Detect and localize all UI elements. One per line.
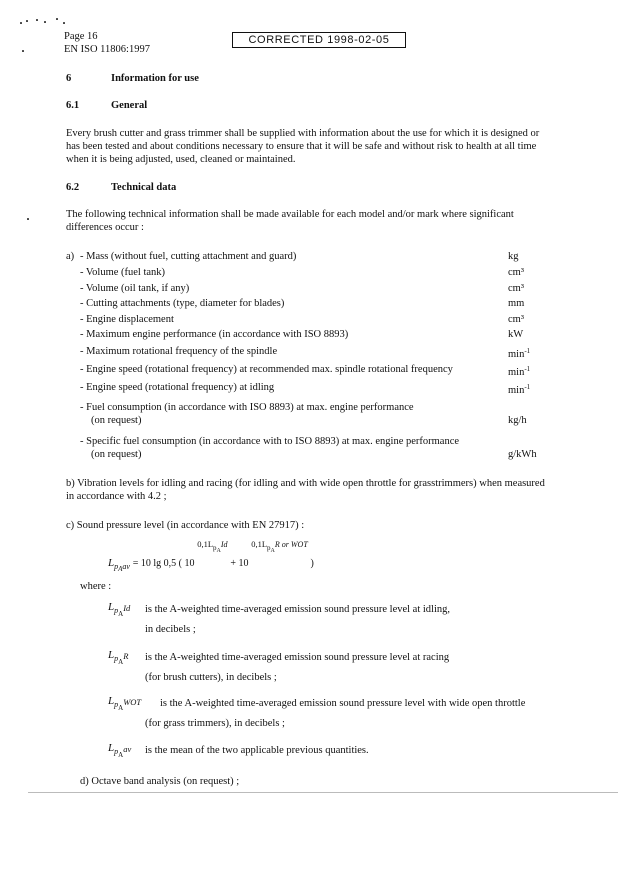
formula-close: ) [310, 558, 314, 569]
formula-mid: = 10 lg 0,5 ( 10 [132, 558, 195, 569]
list-a-item-unit [508, 363, 530, 379]
scan-speck [63, 22, 65, 24]
definition-symbol [108, 649, 129, 666]
formula-exp1-tail: Id [220, 540, 228, 549]
unit-text: kg [508, 251, 519, 262]
formula-lhs-symbol: L [108, 557, 115, 569]
unit-text: cm³ [508, 314, 524, 325]
unit-text: kW [508, 329, 524, 340]
list-a-item-unit [508, 381, 530, 397]
formula-exp2: 0,1L [251, 539, 268, 549]
symbol-tail: WOT [123, 697, 142, 707]
symbol-sub: p [114, 700, 119, 709]
formula-exp1-subsub: A [216, 548, 221, 554]
list-a-item-subtext: (on request) [91, 449, 142, 460]
unit-text: min [508, 385, 525, 396]
definition-line1: is the A-weighted time-averaged emission sound pressure level with wide open throttle [160, 698, 526, 709]
where-label: where : [80, 581, 112, 592]
formula-lhs-sub: p [114, 562, 119, 571]
section-61-number: 6.1 [66, 100, 80, 111]
list-a-item-text: - Fuel consumption (in accordance with ISO 8893) at max. engine performance [80, 402, 414, 413]
general-text-line3: when it is being adjusted, used, cleaned or maintained. [66, 154, 296, 165]
symbol-subsub: A [118, 751, 124, 759]
unit-text: cm³ [508, 267, 524, 278]
formula-exp2-subsub: A [270, 548, 275, 554]
symbol-letter: L [108, 649, 115, 661]
technical-text-line2: differences occur : [66, 222, 144, 233]
definition-symbol [108, 601, 131, 618]
symbol-sub: p [114, 654, 119, 663]
list-a-item-unit [508, 313, 524, 326]
list-a-item-subtext: (on request) [91, 415, 142, 426]
list-a-item-unit [508, 448, 537, 461]
section-61-title: General [111, 100, 148, 111]
symbol-sub: p [114, 606, 119, 615]
formula-exp2-sub: p [267, 544, 271, 552]
section-62-title: Technical data [111, 182, 177, 193]
list-a-item-text: - Cutting attachments (type, diameter for blades) [80, 298, 285, 309]
list-a-item-text: - Maximum engine performance (in accordance with ISO 8893) [80, 329, 349, 340]
list-a-item-text: - Volume (fuel tank) [80, 267, 166, 278]
list-a-item-unit [508, 345, 530, 361]
scan-edge-line [28, 792, 618, 793]
list-a-item-text: - Specific fuel consumption (in accordance with to ISO 8893) at max. engine performance [80, 436, 460, 447]
unit-text: cm³ [508, 283, 524, 294]
unit-text: min [508, 367, 525, 378]
item-b-line1: b) Vibration levels for idling and racing (for idling and with wide open throttle for grasstrimmers) when measured [66, 478, 545, 489]
sound-pressure-formula [108, 539, 314, 573]
list-a-item-text: - Volume (oil tank, if any) [80, 283, 190, 294]
definition-symbol [108, 742, 132, 759]
scan-speck [44, 21, 46, 23]
formula-exp1: 0,1L [197, 539, 214, 549]
symbol-subsub: A [118, 704, 124, 712]
formula-lhs-tail: av [122, 562, 130, 571]
list-a-item-unit [508, 282, 524, 295]
general-text-line2: has been tested and about conditions necessary to ensure that it will be safe and without risk to health at all time [66, 141, 537, 152]
standard-reference: EN ISO 11806:1997 [64, 44, 150, 55]
technical-text-line1: The following technical information shall be made available for each model and/or mark where significant [66, 209, 514, 220]
definition-line2: (for brush cutters), in decibels ; [145, 672, 277, 683]
definition-line2: in decibels ; [145, 624, 196, 635]
page-number: Page 16 [64, 31, 98, 42]
list-a-item-unit [508, 414, 527, 427]
unit-superscript: -1 [524, 347, 531, 355]
definition-symbol [108, 695, 142, 712]
section-62-number: 6.2 [66, 182, 80, 193]
scan-speck [26, 20, 28, 22]
symbol-subsub: A [118, 658, 124, 666]
list-a-marker: a) [66, 251, 75, 262]
formula-lhs-subsub: A [118, 565, 123, 573]
symbol-letter: L [108, 742, 115, 754]
scan-speck [22, 50, 24, 52]
symbol-tail: Id [123, 603, 131, 613]
symbol-tail: R [123, 651, 129, 661]
item-d-text: d) Octave band analysis (on request) ; [80, 776, 240, 787]
scan-speck [27, 218, 29, 220]
list-a-item-text: - Maximum rotational frequency of the spindle [80, 346, 278, 357]
formula-exp1-sub: p [213, 544, 217, 552]
section-6-title: Information for use [111, 73, 199, 84]
unit-superscript: -1 [524, 365, 531, 373]
list-a-item-unit [508, 297, 524, 310]
symbol-letter: L [108, 695, 115, 707]
scan-speck [56, 18, 58, 20]
scan-speck [36, 19, 38, 21]
list-a-item-text: - Engine speed (rotational frequency) at idling [80, 382, 275, 393]
definition-line1: is the A-weighted time-averaged emission sound pressure level at racing [145, 652, 450, 663]
list-a-item-unit [508, 266, 524, 279]
definition-line2: (for grass trimmers), in decibels ; [145, 718, 285, 729]
formula-plus: + 10 [230, 558, 249, 569]
item-b-line2: in accordance with 4.2 ; [66, 491, 167, 502]
symbol-tail: av [123, 744, 132, 754]
corrected-stamp: CORRECTED 1998-02-05 [232, 32, 406, 48]
unit-text: min [508, 349, 525, 360]
list-a-item-text: - Mass (without fuel, cutting attachment and guard) [80, 251, 297, 262]
item-c-title: c) Sound pressure level (in accordance with EN 27917) : [66, 520, 305, 531]
symbol-subsub: A [118, 610, 124, 618]
list-a-item-unit [508, 328, 523, 341]
unit-text: g/kWh [508, 449, 537, 460]
section-6-number: 6 [66, 73, 72, 84]
list-a-item-text: - Engine speed (rotational frequency) at recommended max. spindle rotational frequency [80, 364, 453, 375]
unit-text: mm [508, 298, 525, 309]
list-a-item-unit [508, 250, 519, 263]
definition-line1: is the A-weighted time-averaged emission sound pressure level at idling, [145, 604, 451, 615]
formula-exp2-tail: R or WOT [274, 540, 308, 549]
unit-text: kg/h [508, 415, 527, 426]
list-a-item-text: - Engine displacement [80, 314, 174, 325]
definition-line1: is the mean of the two applicable previous quantities. [145, 745, 369, 756]
scan-speck [20, 22, 22, 24]
unit-superscript: -1 [524, 383, 531, 391]
general-text-line1: Every brush cutter and grass trimmer shall be supplied with information about the use for which it is designed or [66, 128, 540, 139]
symbol-letter: L [108, 601, 115, 613]
symbol-sub: p [114, 747, 119, 756]
